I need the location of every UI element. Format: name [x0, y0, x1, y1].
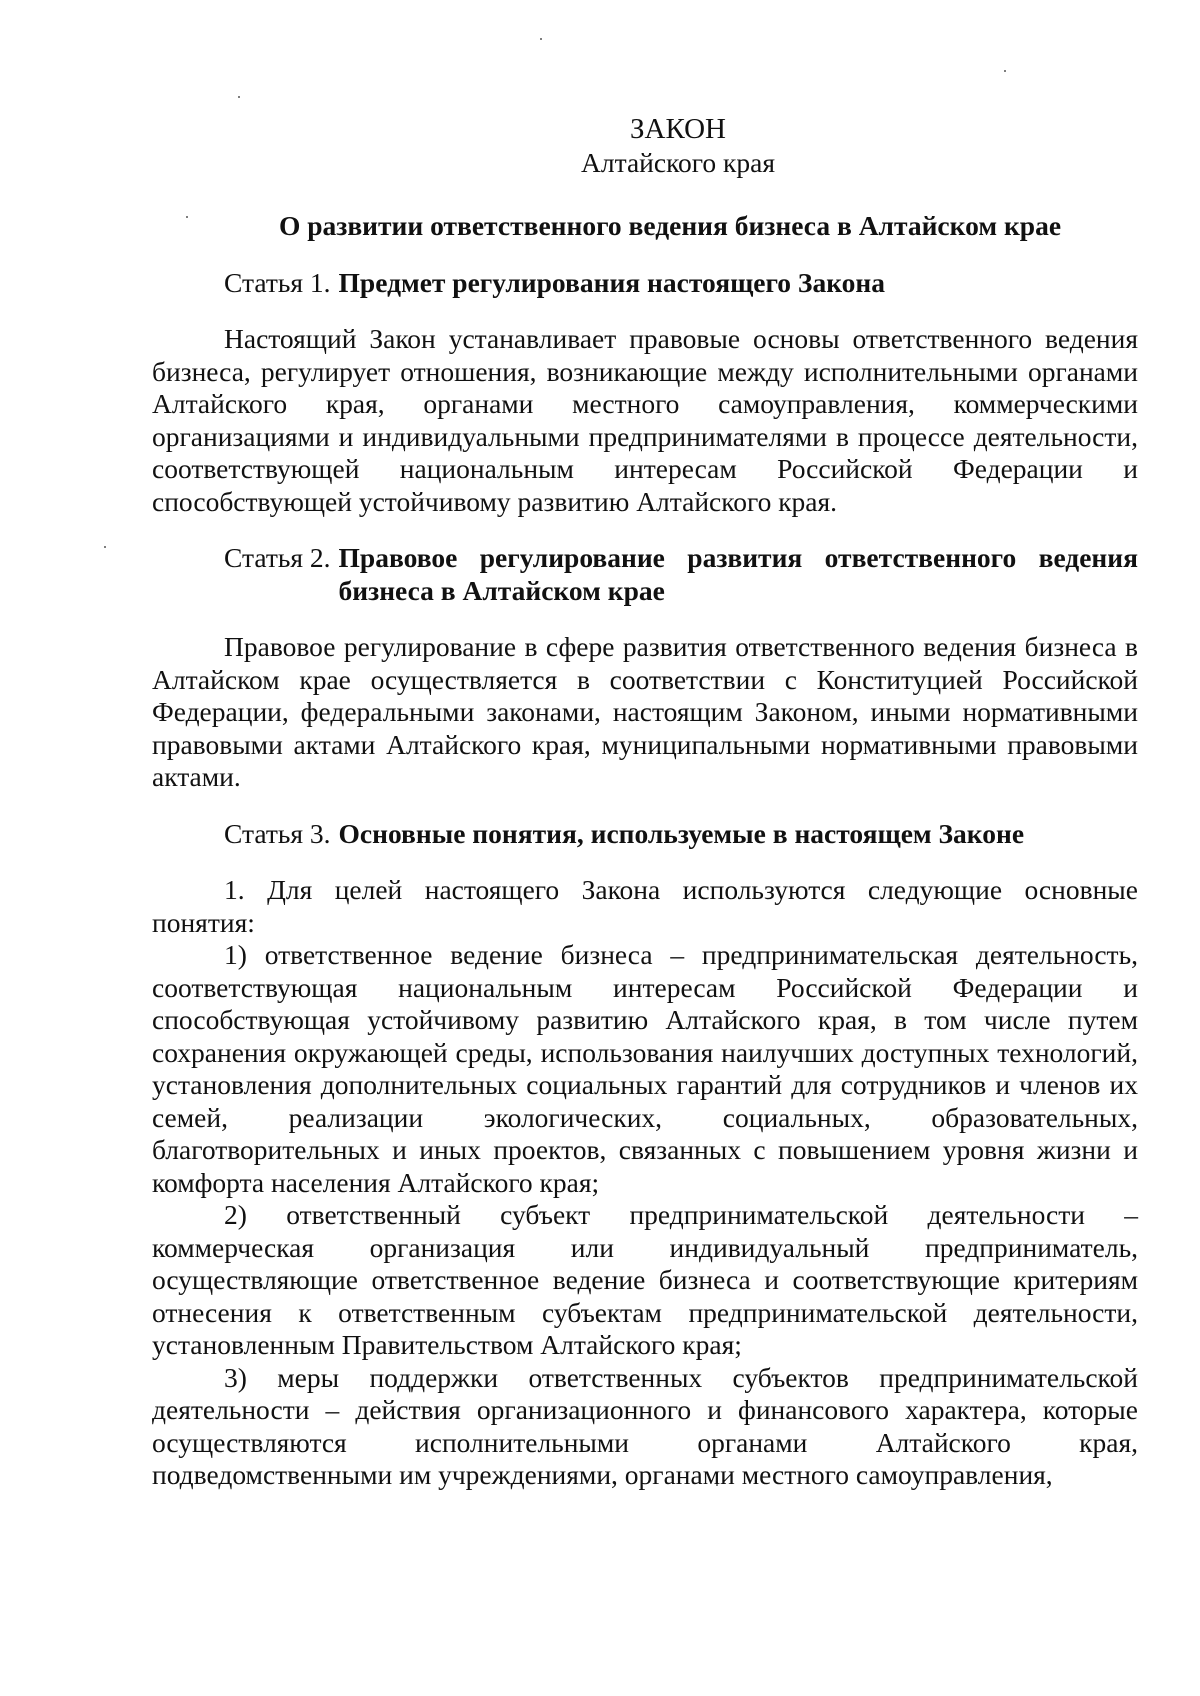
definition-item: 2) ответственный субъект предпринимательской деятельности – коммерческая организация или индивидуальный предприниматель, осуществляющие ответственное ведение бизнеса и соответствующие критериям отнесения к ответственным субъектам предпринимательской деятельности, установленным Правительством Алтайского края; — [152, 1199, 1138, 1360]
scan-speck — [1004, 70, 1006, 72]
article-name: Предмет регулирования настоящего Закона — [338, 266, 886, 298]
law-region: Алтайского края — [581, 147, 775, 178]
article-3-heading — [152, 818, 1138, 851]
scan-speck — [104, 546, 106, 548]
definition-item: 3) меры поддержки ответственных субъектов предпринимательской деятельности – действия организационного и финансового характера, которые осуществляются исполнительными органами Алтайского края, подведомственными им учреждениями, органами местного самоуправления, — [152, 1361, 1138, 1490]
article-number: Статья 1. — [224, 266, 331, 298]
article-number: Статья 3. — [224, 817, 331, 849]
article-2-heading — [152, 542, 1138, 607]
article-name: Правовое регулирование развития ответственного ведения бизнеса в Алтайском крае — [338, 542, 1138, 606]
article-2-paragraph: Правовое регулирование в сфере развития ответственного ведения бизнеса в Алтайском крае осуществляется в соответствии с Конституцией Российской Федерации, федеральными законами, настоящим Законом, иными нормативными правовыми актами Алтайского края, муниципальными нормативными правовыми актами. — [152, 631, 1138, 792]
document-page — [152, 112, 1138, 1492]
article-number: Статья 2. — [224, 542, 331, 573]
article-1-paragraph: Настоящий Закон устанавливает правовые основы ответственного ведения бизнеса, регулирует отношения, возникающие между исполнительными органами Алтайского края, органами местного самоуправления, коммерческими организациями и индивидуальными предпринимателями в процессе деятельности, соответствующей национальным интересам Российской Федерации и способствующей устойчивому развитию Алтайского края. — [152, 323, 1138, 517]
article-name: Основные понятия, используемые в настоящем Законе — [338, 817, 1025, 849]
definition-item: 1) ответственное ведение бизнеса – предпринимательская деятельность, соответствующая национальным интересам Российской Федерации и способствующая устойчивому развитию Алтайского края, в том числе путем сохранения окружающей среды, использования наилучших доступных технологий, установления дополнительных социальных гарантий для сотрудников и членов их семей, реализации экологических, социальных, образовательных, благотворительных и иных проектов, связанных с повышением уровня жизни и комфорта населения Алтайского края; — [152, 939, 1138, 1198]
law-title: О развитии ответственного ведения бизнеса в Алтайском крае — [278, 210, 1062, 241]
article-3-paragraph: 1. Для целей настоящего Закона используются следующие основные понятия: — [152, 874, 1138, 938]
scan-speck — [238, 96, 240, 98]
scan-speck — [540, 38, 542, 40]
law-heading: ЗАКОН — [630, 113, 726, 145]
article-1-heading — [152, 267, 1138, 300]
